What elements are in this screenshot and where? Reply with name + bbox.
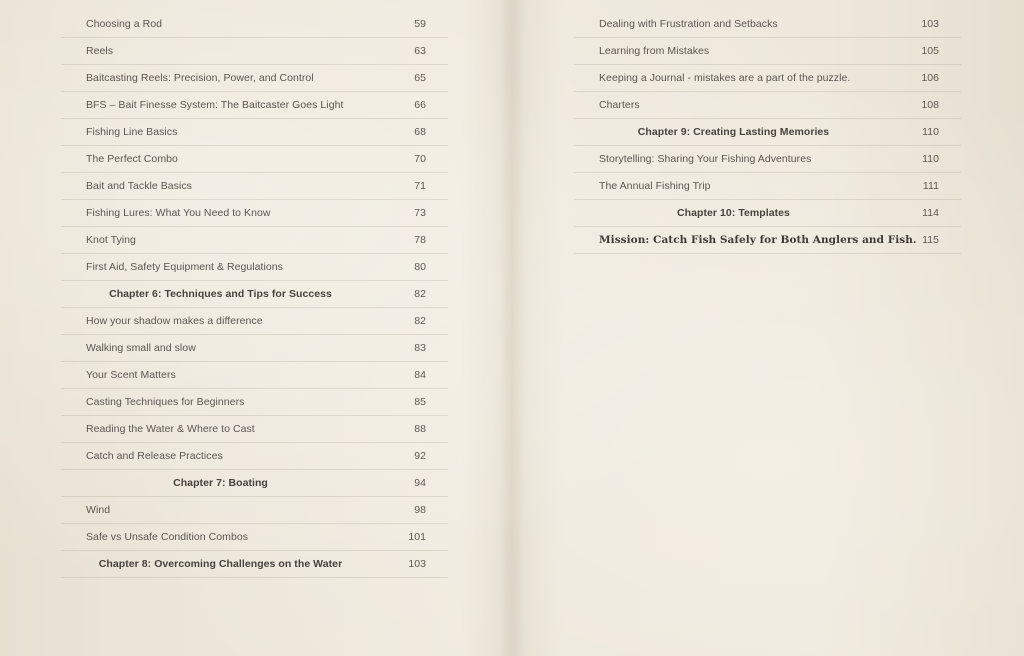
toc-entry-title: Your Scent Matters — [86, 369, 176, 381]
toc-mission-title: Mission: Catch Fish Safely for Both Anglers and Fish. — [599, 234, 917, 246]
toc-entry-page: 83 — [414, 342, 426, 354]
toc-entry-page: 63 — [414, 45, 426, 57]
toc-chapter-heading — [61, 281, 448, 308]
toc-chapter-heading — [61, 551, 448, 578]
toc-entry-title: Choosing a Rod — [86, 18, 162, 30]
toc-entry-page: 68 — [414, 126, 426, 138]
toc-entry — [574, 92, 961, 119]
toc-entry-page: 80 — [414, 261, 426, 273]
toc-chapter-title: Chapter 9: Creating Lasting Memories — [637, 126, 830, 138]
toc-entry-title: Baitcasting Reels: Precision, Power, and Control — [86, 72, 314, 84]
toc-entry-page: 78 — [414, 234, 426, 246]
toc-entry — [574, 173, 961, 200]
toc-entry-page: 66 — [414, 99, 426, 111]
toc-entry-page: 94 — [414, 477, 426, 489]
toc-entry — [61, 524, 448, 551]
toc-entry-page: 71 — [414, 180, 426, 192]
toc-entry-title: Storytelling: Sharing Your Fishing Adventures — [599, 153, 812, 165]
toc-entry-title: Bait and Tackle Basics — [86, 180, 192, 192]
toc-entry-page: 92 — [414, 450, 426, 462]
toc-entry — [61, 416, 448, 443]
toc-entry-page: 98 — [414, 504, 426, 516]
toc-entry-page: 105 — [921, 45, 939, 57]
toc-entry-title: Wind — [86, 504, 111, 516]
toc-entry-title: Learning from Mistakes — [599, 45, 710, 57]
toc-entry — [61, 38, 448, 65]
toc-entry — [61, 65, 448, 92]
toc-entry — [61, 227, 448, 254]
toc-entry-page: 82 — [414, 288, 426, 300]
toc-entry-page: 108 — [921, 99, 939, 111]
right-page-toc — [574, 11, 961, 254]
toc-chapter-title: Chapter 8: Overcoming Challenges on the Water — [98, 558, 343, 570]
toc-entry-title: Fishing Line Basics — [86, 126, 178, 138]
toc-entry-page: 84 — [414, 369, 426, 381]
toc-entry — [574, 11, 961, 38]
toc-entry-page: 111 — [922, 180, 939, 192]
toc-entry — [61, 308, 448, 335]
toc-entry — [61, 335, 448, 362]
toc-entry — [61, 200, 448, 227]
toc-entry-title: The Annual Fishing Trip — [599, 180, 711, 192]
toc-entry — [61, 119, 448, 146]
toc-entry-title: Dealing with Frustration and Setbacks — [599, 18, 778, 30]
toc-entry-page: 114 — [922, 207, 939, 219]
toc-entry-title: Reading the Water & Where to Cast — [86, 423, 255, 435]
toc-entry — [574, 65, 961, 92]
toc-entry — [574, 38, 961, 65]
toc-entry-title: Safe vs Unsafe Condition Combos — [86, 531, 249, 543]
toc-entry-title: First Aid, Safety Equipment & Regulations — [86, 261, 283, 273]
toc-entry — [61, 443, 448, 470]
toc-entry-title: Knot Tying — [86, 234, 136, 246]
toc-entry — [61, 173, 448, 200]
toc-entry-page: 65 — [414, 72, 426, 84]
toc-entry-page: 110 — [922, 153, 939, 165]
toc-entry-title: Reels — [86, 45, 114, 57]
book-gutter — [498, 0, 526, 656]
toc-entry — [61, 146, 448, 173]
toc-entry-page: 82 — [414, 315, 426, 327]
toc-entry-page: 101 — [408, 531, 426, 543]
toc-entry-page: 103 — [921, 18, 939, 30]
toc-entry-title: Casting Techniques for Beginners — [86, 396, 245, 408]
toc-chapter-title: Chapter 10: Templates — [677, 207, 790, 219]
toc-entry-page: 110 — [922, 126, 939, 138]
toc-entry — [61, 254, 448, 281]
toc-entry — [61, 497, 448, 524]
toc-chapter-heading — [61, 470, 448, 497]
toc-entry-title: How your shadow makes a difference — [86, 315, 263, 327]
toc-entry-title: Fishing Lures: What You Need to Know — [86, 207, 271, 219]
toc-entry-page: 73 — [414, 207, 426, 219]
toc-entry — [61, 362, 448, 389]
toc-chapter-title: Chapter 6: Techniques and Tips for Success — [109, 288, 332, 300]
toc-entry — [61, 389, 448, 416]
toc-entry-title: Charters — [599, 99, 640, 111]
toc-chapter-heading — [574, 200, 961, 227]
toc-entry-page: 59 — [414, 18, 426, 30]
toc-chapter-heading — [574, 119, 961, 146]
toc-entry — [574, 146, 961, 173]
toc-entry-title: BFS – Bait Finesse System: The Baitcaster Goes Light — [86, 99, 344, 111]
toc-entry-page: 106 — [921, 72, 939, 84]
toc-entry-page: 115 — [922, 234, 939, 246]
toc-entry-title: The Perfect Combo — [86, 153, 178, 165]
toc-entry-page: 103 — [408, 558, 426, 570]
toc-entry-title: Walking small and slow — [86, 342, 196, 354]
toc-mission-entry — [574, 227, 961, 254]
toc-entry — [61, 11, 448, 38]
toc-entry-title: Keeping a Journal - mistakes are a part of the puzzle. — [599, 72, 851, 84]
toc-entry-page: 88 — [414, 423, 426, 435]
toc-entry — [61, 92, 448, 119]
toc-chapter-title: Chapter 7: Boating — [173, 477, 268, 489]
left-page-toc — [61, 11, 448, 578]
toc-entry-page: 70 — [414, 153, 426, 165]
toc-entry-page: 85 — [414, 396, 426, 408]
toc-entry-title: Catch and Release Practices — [86, 450, 223, 462]
